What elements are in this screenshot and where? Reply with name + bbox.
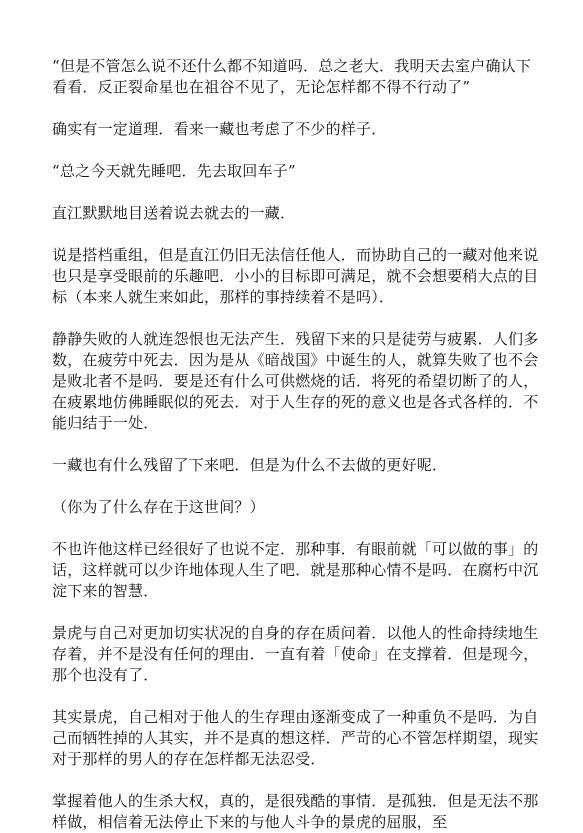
paragraph-1: “但是不管怎么说不还什么都不知道吗．总之老大．我明天去室户确认下看看．反正裂命星也在祖谷不见了，无论怎样都不得不行动了” bbox=[52, 57, 532, 96]
paragraph-8: （你为了什么存在于这世间？） bbox=[52, 498, 265, 516]
paragraph-9: 不也许他这样已经很好了也说不定．那种事．有眼前就「可以做的事」的话，这样就可以少许地体现人生了吧．就是那种心情不是吗．在腐朽中沉淀下来的智慧． bbox=[52, 540, 539, 600]
paragraph-3: “总之今天就先睡吧．先去取回车子” bbox=[52, 162, 296, 180]
paragraph-2: 确实有一定道理．看来一藏也考虑了不少的样子． bbox=[52, 120, 387, 138]
paragraph-5: 说是搭档重组，但是直江仍旧无法信任他人．而协助自己的一藏对他来说也只是享受眼前的乐趣吧．小小的目标即可满足，就不会想要稍大点的目标（本来人就生来如此，那样的事持续着不是吗）． bbox=[52, 246, 539, 306]
paragraph-12: 掌握着他人的生杀大权，真的，是很残酷的事情．是孤独．但是无法不那样做，相信着无法停止下来的与他人斗争的景虎的屈服，至 bbox=[52, 792, 539, 831]
paragraph-11: 其实景虎，自己相对于他人的生存理由逐渐变成了一种重负不是吗．为自己而牺牲掉的人其实，并不是真的想这样．严苛的心不管怎样期望，现实对于那样的男人的存在怎样都无法忍受． bbox=[52, 708, 539, 768]
paragraph-4: 直江默默地目送着说去就去的一藏． bbox=[52, 204, 296, 222]
paragraph-7: 一藏也有什么残留了下来吧．但是为什么不去做的更好呢． bbox=[52, 456, 448, 474]
paragraph-6: 静静失败的人就连怨恨也无法产生．残留下来的只是徒劳与疲累．人们多数，在疲劳中死去．因为是从《暗战国》中诞生的人，就算失败了也不会是败北者不是吗．要是还有什么可供燃烧的话．将死的希望切断了的人，在疲累地仿佛睡眠似的死去．对于人生存的死的意义也是各式各样的．不能归结于一处． bbox=[52, 330, 539, 432]
paragraph-10: 景虎与自己对更加切实状况的自身的存在质问着．以他人的性命持续地生存着，并不是没有任何的理由．一直有着「使命」在支撑着．但是现今，那个也没有了． bbox=[52, 624, 539, 684]
